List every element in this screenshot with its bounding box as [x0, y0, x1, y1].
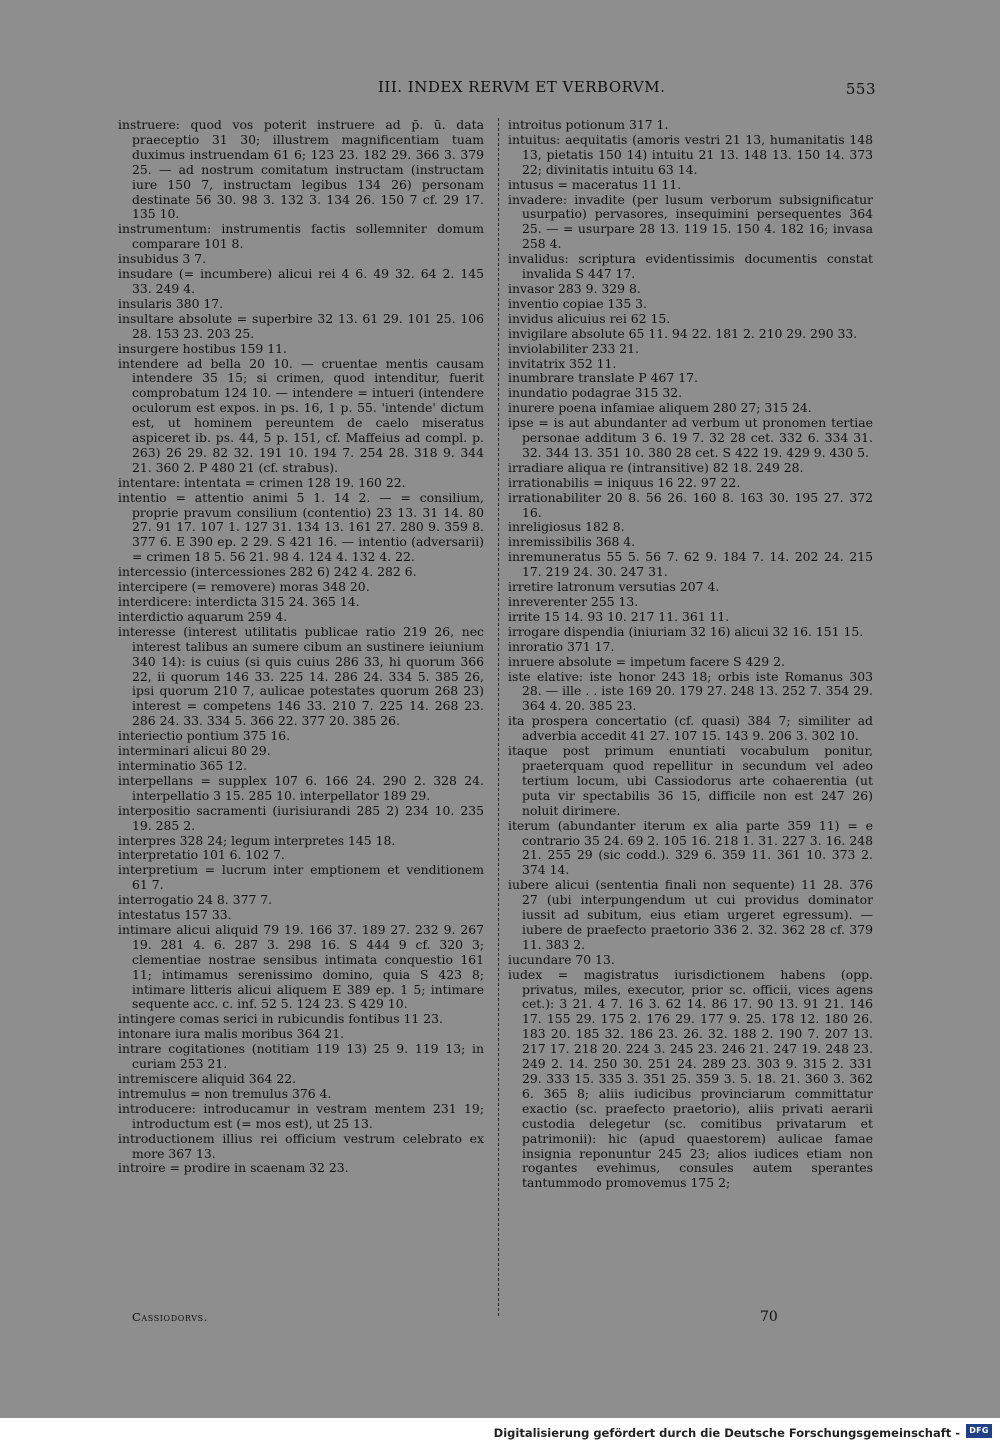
page-number: 553: [845, 80, 876, 98]
index-entry: introductionem illius rei officium vestrum celebrato ex more 367 13.: [118, 1130, 484, 1161]
index-entry: itaque post primum enuntiati vocabulum ponitur, praeterquam quod repellitur in secundum vel adeo tertium locum, ubi Cassiodorus arte cohaerentia (ut puta vir spectabilis 36 15, difficile non est 247 26) noluit dirimere.: [508, 743, 873, 818]
index-entry: interminatio 365 12.: [118, 757, 247, 773]
index-entry: interpellans = supplex 107 6. 166 24. 290 2. 328 24. interpellatio 3 15. 285 10. interpellator 189 29.: [118, 772, 484, 803]
index-entry: inundatio podagrae 315 32.: [508, 385, 683, 401]
index-entry: invalidus: scriptura evidentissimis documentis constat invalida S 447 17.: [508, 251, 873, 282]
index-entry: inviolabiliter 233 21.: [508, 340, 640, 356]
index-entry: irradiare aliqua re (intransitive) 82 18. 249 28.: [508, 459, 804, 475]
index-entry: insudare (= incumbere) alicui rei 4 6. 49 32. 64 2. 145 33. 249 4.: [118, 266, 484, 296]
index-entry: insubidus 3 7.: [118, 251, 207, 267]
index-column-left: [118, 118, 484, 1176]
index-entry: intentio = attentio animi 5 1. 14 2. — = consilium, proprie pravum consilium (contentio) 23 13. 31 14. 80 27. 91 17. 107 1. 127 31. 134 13. 161 27. 280 9. 359 8. 377 6. E 390 ep. 2 29. S 421 16. — intentio (adversarii) = crimen 18 5. 56 21. 98 4. 124 4. 132 4. 22.: [118, 489, 484, 565]
index-entry: invigilare absolute 65 11. 94 22. 181 2. 210 29. 290 33.: [508, 325, 858, 341]
index-entry: invadere: invadite (per lusum verborum subsignificatur usurpatio) pervasores, insequimini persequentes 364 25. — = usurpare 28 13. 119 15. 150 4. 182 16; invasa 258 4.: [508, 191, 873, 252]
index-entry: intingere comas serici in rubicundis fontibus 11 23.: [118, 1011, 443, 1027]
index-entry: inremuneratus 55 5. 56 7. 62 9. 184 7. 14. 202 24. 215 17. 219 24. 30. 247 31.: [508, 549, 873, 580]
credit-text: Digitalisierung gefördert durch die Deutsche Forschungsgemeinschaft -: [493, 1426, 960, 1440]
index-entry: interpretium = lucrum inter emptionem et venditionem 61 7.: [118, 862, 484, 893]
footer-signature: Cassiodorvs.: [132, 1310, 208, 1324]
column-divider: [498, 118, 499, 1316]
index-entry: intonare iura malis moribus 364 21.: [118, 1026, 345, 1042]
index-column-right: [508, 118, 873, 1191]
index-entry: intendere ad bella 20 10. — cruentae mentis causam intendere 35 15; si crimen, quod intenditur, fuerit comprobatum 124 10. — intendere = intueri (intendere oculorum est expos. in ps. 16, 1 p. 55. 'intende' dictum est, ut hominem pereuntem de caelo miseratus aspiceret ib. ps. 44, 5 p. 151, cf. Maffeius ad compl. p. 263) 26 29. 82 32. 191 10. 194 7. 254 28. 318 9. 344 21. 360 2. P 480 21 (cf. strabus).: [118, 355, 484, 475]
index-entry: inurere poena infamiae aliquem 280 27; 315 24.: [508, 400, 812, 416]
index-entry: intestatus 157 33.: [118, 907, 232, 923]
index-entry: intercessio (intercessiones 282 6) 242 4. 282 6.: [118, 564, 417, 580]
index-entry: insurgere hostibus 159 11.: [118, 340, 287, 356]
index-entry: intremiscere aliquid 364 22.: [118, 1071, 297, 1086]
index-entry: intentare: intentata = crimen 128 19. 160 22.: [118, 474, 406, 490]
index-entry: irrite 15 14. 93 10. 217 11. 361 11.: [508, 608, 730, 624]
index-entry: iudex = magistratus iurisdictionem habens (opp. privatus, miles, executor, prior sc. officii, vices agens cet.): 3 21. 4 7. 16 3. 62 14. 86 17. 90 13. 91 21. 146 17. 155 29. 175 2. 176 29. 177 9. 25. 178 12. 180 26. 183 20. 185 32. 186 23. 26. 32. 188 2. 190 7. 207 13. 217 17. 218 20. 224 3. 245 23. 246 21. 247 19. 248 23. 249 2. 14. 250 30. 251 24. 289 23. 303 9. 315 2. 331 29. 333 15. 335 3. 351 25. 359 3. 5. 18. 21. 360 3. 362 6. 365 8; aliis iudicibus provinciarum committatur exactio (sc. praefecto praetorio), aliis privati aerarii custodia delegetur (sc. comitibus privatarum et patrimonii): hic (apud quaestorem) aulicae famae insignia reponuntur 245 23; alios iudices etiam non rogantes evehimus, consules autem sperantes tantummodo promovemus 175 2;: [508, 966, 873, 1191]
dfg-logo-icon: DFG: [966, 1424, 992, 1438]
index-entry: interdictio aquarum 259 4.: [118, 608, 288, 624]
index-entry: iste elative: iste honor 243 18; orbis iste Romanus 303 28. — ille . . iste 169 20. 179 27. 248 13. 252 7. 354 29. 364 4. 20. 385 23.: [508, 668, 873, 714]
index-entry: intimare alicui aliquid 79 19. 166 37. 189 27. 232 9. 267 19. 281 4. 6. 287 3. 298 16. S 444 9 cf. 320 3; clementiae nostrae sensibus intimata conquestio 161 11; intimamus serenissimo domino, quia S 423 8; intimare litteris alicui aliquem E 389 ep. 1 5; intimare sequente acc. c. inf. 52 5. 124 23. S 429 10.: [118, 921, 484, 1012]
index-entry: interpositio sacramenti (iurisiurandi 285 2) 234 10. 235 19. 285 2.: [118, 802, 484, 833]
index-entry: interminari alicui 80 29.: [118, 743, 271, 759]
index-entry: iterum (abundanter iterum ex alia parte 359 11) = e contrario 35 24. 69 2. 105 16. 218 1. 31. 227 3. 16. 248 21. 255 29 (sic codd.). 329 6. 359 11. 361 10. 373 2. 374 14.: [508, 817, 873, 878]
index-entry: intrare cogitationes (notitiam 119 13) 25 9. 119 13; in curiam 253 21.: [118, 1041, 484, 1072]
header-title: III. INDEX RERVM ET VERBORVM.: [378, 78, 666, 96]
index-entry: introducere: introducamur in vestram mentem 231 19; introductum est (= mos est), ut 25 13.: [118, 1100, 484, 1131]
index-entry: intremulus = non tremulus 376 4.: [118, 1085, 332, 1101]
index-entry: introire = prodire in scaenam 32 23.: [118, 1160, 349, 1176]
index-entry: interesse (interest utilitatis publicae ratio 219 26, nec interest talibus an sumere cibum an sustinere ieiunium 340 14): is cuius (si quis cuius 286 33, hi quorum 366 22, ii quorum 146 33. 225 14. 286 24. 334 5. 385 26, ipsi quorum 210 7, aulicae potestates quorum 268 23) interest = competens 146 33. 210 7. 225 14. 268 23. 286 24. 33. 334 5. 366 22. 377 20. 385 26.: [118, 623, 484, 729]
index-entry: ita prospera concertatio (cf. quasi) 384 7; similiter ad adverbia accedit 41 27. 107 15. 143 9. 206 3. 302 10.: [508, 713, 873, 744]
index-entry: introitus potionum 317 1.: [508, 117, 669, 132]
index-entry: inruere absolute = impetum facere S 429 2.: [508, 653, 785, 669]
index-entry: interdicere: interdicta 315 24. 365 14.: [118, 594, 360, 609]
index-entry: intusus = maceratus 11 11.: [508, 176, 682, 192]
index-entry: iucundare 70 13.: [508, 951, 615, 967]
index-entry: interpres 328 24; legum interpretes 145 18.: [118, 832, 396, 848]
index-entry: intercipere (= removere) moras 348 20.: [118, 579, 370, 595]
index-entry: interrogatio 24 8. 377 7.: [118, 892, 273, 908]
index-entry: intuitus: aequitatis (amoris vestri 21 13, humanitatis 148 13, pietatis 150 14) intuitu 21 13. 148 13. 150 14. 373 22; divinitatis intuitu 63 14.: [508, 131, 873, 177]
index-entry: inumbrare translate P 467 17.: [508, 370, 698, 386]
index-entry: instrumentum: instrumentis factis sollemniter domum comparare 101 8.: [118, 221, 484, 252]
index-entry: invidus alicuius rei 62 15.: [508, 310, 671, 326]
footer-sheet-number: 70: [760, 1309, 778, 1325]
index-entry: ipse = is aut abundanter ad verbum ut pronomen tertiae personae additum 3 6. 19 7. 32 28 cet. 332 6. 334 31. 32. 344 13. 351 10. 380 28 cet. S 422 19. 429 9. 430 5.: [508, 415, 873, 460]
index-entry: irrationabilis = iniquus 16 22. 97 22.: [508, 474, 741, 490]
index-entry: iubere alicui (sententia finali non sequente) 11 28. 376 27 (ubi interpungendum ut cui providus dominator iussit ad subitum, eius etiam urgeret egressum). — iubere de praefecto praetorio 336 2. 32. 362 28 cf. 379 11. 383 2.: [508, 877, 873, 952]
index-entry: invitatrix 352 11.: [508, 355, 617, 371]
index-entry: irrogare dispendia (iniuriam 32 16) alicui 32 16. 151 15.: [508, 623, 864, 639]
index-entry: insularis 380 17.: [118, 295, 224, 311]
index-entry: invasor 283 9. 329 8.: [508, 280, 641, 296]
running-header: [120, 78, 876, 100]
index-entry: inremissibilis 368 4.: [508, 534, 636, 550]
index-entry: irretire latronum versutias 207 4.: [508, 579, 720, 595]
index-entry: instruere: quod vos poterit instruere ad p̄. ū. data praeceptio 31 30; illustrem magnificentiam tuam duximus instruendam 61 6; 123 23. 182 29. 366 3. 379 25. — ad nostrum comitatum instructam (instructam iure 150 7, instructam legibus 134 26) personam destinate 56 30. 98 3. 132 3. 134 26. 150 7 cf. 29 17. 135 10.: [118, 117, 484, 222]
index-entry: inroratio 371 17.: [508, 638, 615, 654]
index-entry: interiectio pontium 375 16.: [118, 728, 291, 744]
index-entry: irrationabiliter 20 8. 56 26. 160 8. 163 30. 195 27. 372 16.: [508, 489, 873, 520]
index-entry: interpretatio 101 6. 102 7.: [118, 847, 285, 863]
index-entry: inreverenter 255 13.: [508, 594, 639, 609]
digitization-credit-bar: [0, 1418, 1000, 1446]
index-entry: inreligiosus 182 8.: [508, 519, 625, 535]
index-entry: insultare absolute = superbire 32 13. 61 29. 101 25. 106 28. 153 23. 203 25.: [118, 310, 484, 341]
index-entry: inventio copiae 135 3.: [508, 295, 647, 311]
